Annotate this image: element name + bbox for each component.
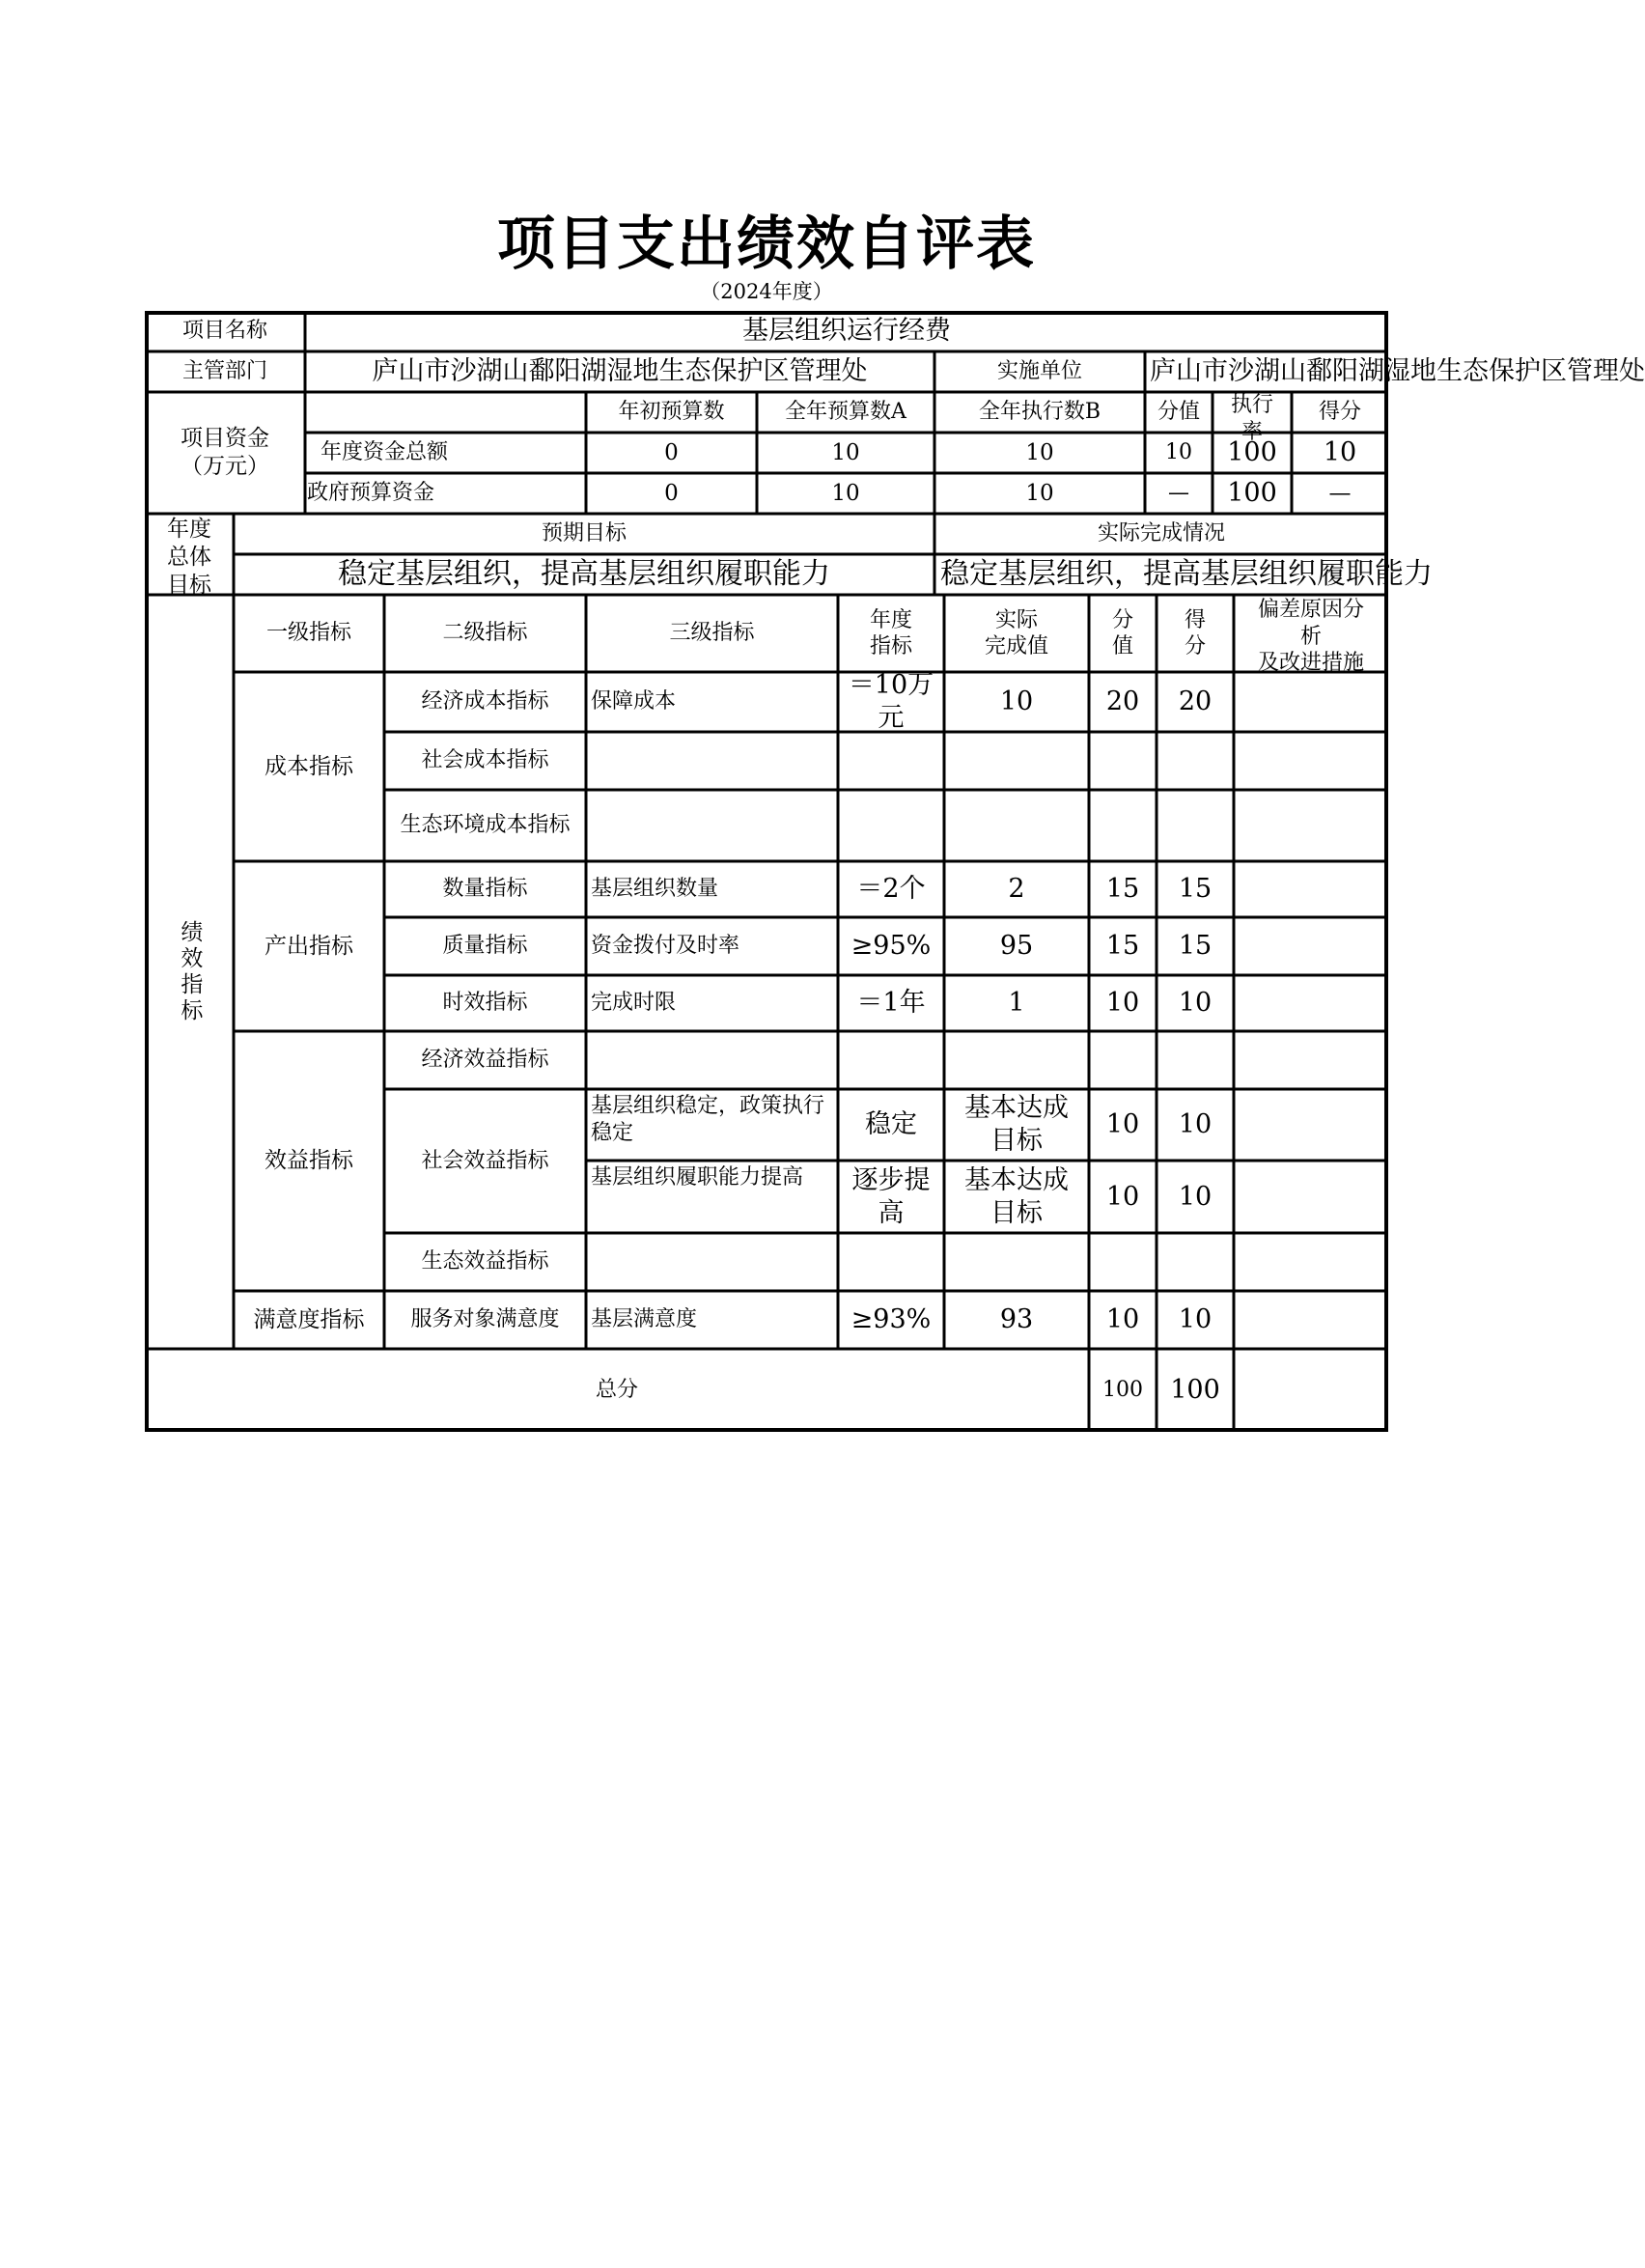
actual-value-cell [944,1031,1089,1089]
actual-value-cell: 93 [999,1304,1034,1335]
score-cell: 15 [1178,931,1213,962]
actual-value-cell: 2 [1008,874,1025,905]
satisfaction-indicator-label: 满意度指标 [253,1306,365,1332]
level3-cell [586,790,838,861]
target-cell [838,1233,944,1291]
level3-header: 三级指标 [669,621,755,646]
level3-cell: 保障成本 [591,689,677,714]
funds-label: 项目资金 （万元） [181,426,269,479]
gov-funds-label: 政府预算资金 [307,481,435,506]
score-cell [1157,1031,1234,1089]
target-cell: 逐步提 高 [851,1164,931,1228]
annual-execution-header: 全年执行数B [978,400,1101,425]
score-cell: 20 [1178,686,1213,717]
score-header: 得分 [1318,400,1361,425]
gov-funds-initial: 0 [664,480,679,506]
level2-cell: 质量指标 [442,934,528,959]
expected-goal-value: 稳定基层组织，提高基层组织履职能力 [338,557,830,592]
total-funds-rate: 100 [1227,437,1277,468]
score-cell [1157,1233,1234,1291]
department-label: 主管部门 [181,359,267,384]
level2-cell: 数量指标 [442,877,528,902]
annual-index-header: 年度 指标 [869,607,912,658]
total-funds-annual: 10 [831,439,860,465]
gov-funds-rate: 100 [1227,478,1277,509]
actual-value-cell: 基本达成 目标 [964,1093,1069,1156]
project-name-value: 基层组织运行经费 [742,316,951,347]
target-cell: 稳定 [865,1109,917,1140]
level3-cell: 资金拨付及时率 [591,934,740,959]
score-cell: 15 [1178,874,1213,905]
actual-value-cell [944,790,1089,861]
implementing-unit-label: 实施单位 [996,359,1082,384]
actual-value-cell: 基本达成 目标 [964,1164,1069,1228]
target-cell: ≥95% [850,931,932,962]
total-funds-score: 10 [1323,437,1357,468]
level3-cell [586,732,838,790]
performance-indicators-label [145,595,234,1349]
page-title: 项目支出绩效自评表 [497,210,1036,278]
level3-cell [586,1031,838,1089]
score-value-cell [1089,790,1157,861]
actual-value-cell: 95 [999,931,1034,962]
score-value-cell [1089,1031,1157,1089]
total-funds-score-value: 10 [1165,440,1192,465]
actual-completion-header: 实际完成情况 [1097,521,1225,546]
total-funds-initial: 0 [664,439,679,465]
total-funds-execution: 10 [1025,439,1054,465]
actual-value-cell [944,732,1089,790]
gov-funds-annual: 10 [831,480,860,506]
expected-goal-header: 预期目标 [541,521,627,546]
actual-value-cell [944,1233,1089,1291]
initial-budget-header: 年初预算数 [618,400,725,425]
score-value-cell: 15 [1105,931,1140,962]
annual-goal-label: 年度 总体 目标 [167,517,211,598]
level3-cell: 基层满意度 [591,1307,698,1332]
level2-header: 二级指标 [442,621,528,646]
gov-funds-score: — [1328,480,1352,506]
score-cell: 10 [1178,988,1213,1019]
score-cell: 10 [1178,1181,1213,1212]
col-score-value-header: 分 值 [1111,607,1133,658]
score-value-cell [1089,1233,1157,1291]
target-cell: ＝10万 元 [848,670,934,733]
target-cell: ＝2个 [856,874,926,905]
level1-header: 一级指标 [265,621,351,646]
actual-value-cell: 10 [999,686,1034,717]
gov-funds-score-value: — [1168,481,1189,506]
score-value-cell: 15 [1105,874,1140,905]
level2-cell: 生态效益指标 [421,1249,549,1274]
level2-cell: 经济效益指标 [421,1048,549,1073]
level2-cell: 经济成本指标 [421,689,549,714]
target-cell [838,732,944,790]
actual-value-cell: 1 [1008,988,1025,1019]
score-value-cell: 10 [1105,988,1140,1019]
total-score-label: 总分 [595,1378,638,1403]
project-name-label: 项目名称 [181,319,267,344]
page-subtitle: （2024年度） [700,280,833,303]
implementing-unit-value: 庐山市沙湖山鄱阳湖湿地生态保护区管理处 [1150,356,1645,387]
target-cell [838,790,944,861]
level3-cell: 基层组织稳定，政策执行稳定 [591,1094,825,1145]
actual-value-header: 实际 完成值 [984,607,1048,658]
cost-indicator-label: 成本指标 [265,753,353,779]
actual-completion-value: 稳定基层组织，提高基层组织履职能力 [940,557,1433,592]
annual-budget-header: 全年预算数A [785,400,906,425]
department-value: 庐山市沙湖山鄱阳湖湿地生态保护区管理处 [372,356,868,387]
score-value-header: 分值 [1157,400,1200,425]
level3-cell: 完成时限 [591,991,677,1016]
target-cell: ＝1年 [856,988,926,1019]
output-indicator-label: 产出指标 [265,933,353,959]
score-value-cell: 20 [1105,686,1140,717]
score-value-cell: 10 [1105,1181,1140,1212]
benefit-indicator-label: 效益指标 [265,1148,353,1174]
total-funds-label: 年度资金总额 [321,440,449,465]
level3-cell: 基层组织数量 [591,877,719,902]
score-value-cell: 10 [1105,1109,1140,1140]
gov-funds-execution: 10 [1025,480,1054,506]
score-value-cell [1089,732,1157,790]
level2-cell: 社会成本指标 [421,748,549,773]
col-score-header: 得 分 [1184,607,1206,658]
level3-cell [586,1233,838,1291]
performance-indicators-text: 绩效指标 [177,919,203,1024]
level3-cell: 基层组织履职能力提高 [591,1165,804,1190]
deviation-header: 偏差原因分 析 及改进措施 [1257,598,1364,675]
self-evaluation-table [145,311,1645,1432]
level2-cell: 社会效益指标 [421,1148,549,1173]
target-cell: ≥93% [850,1304,932,1335]
level2-cell: 时效指标 [442,991,528,1016]
score-value-cell: 10 [1105,1304,1140,1335]
execution-rate-header: 执行 率 [1230,393,1273,444]
target-cell [838,1031,944,1089]
score-cell: 10 [1178,1109,1213,1140]
level2-cell: 生态环境成本指标 [400,813,571,838]
score-cell [1157,732,1234,790]
level2-cell: 服务对象满意度 [410,1307,560,1332]
total-score: 100 [1170,1375,1220,1406]
total-score-value: 100 [1102,1378,1143,1403]
score-cell [1157,790,1234,861]
score-cell: 10 [1178,1304,1213,1335]
